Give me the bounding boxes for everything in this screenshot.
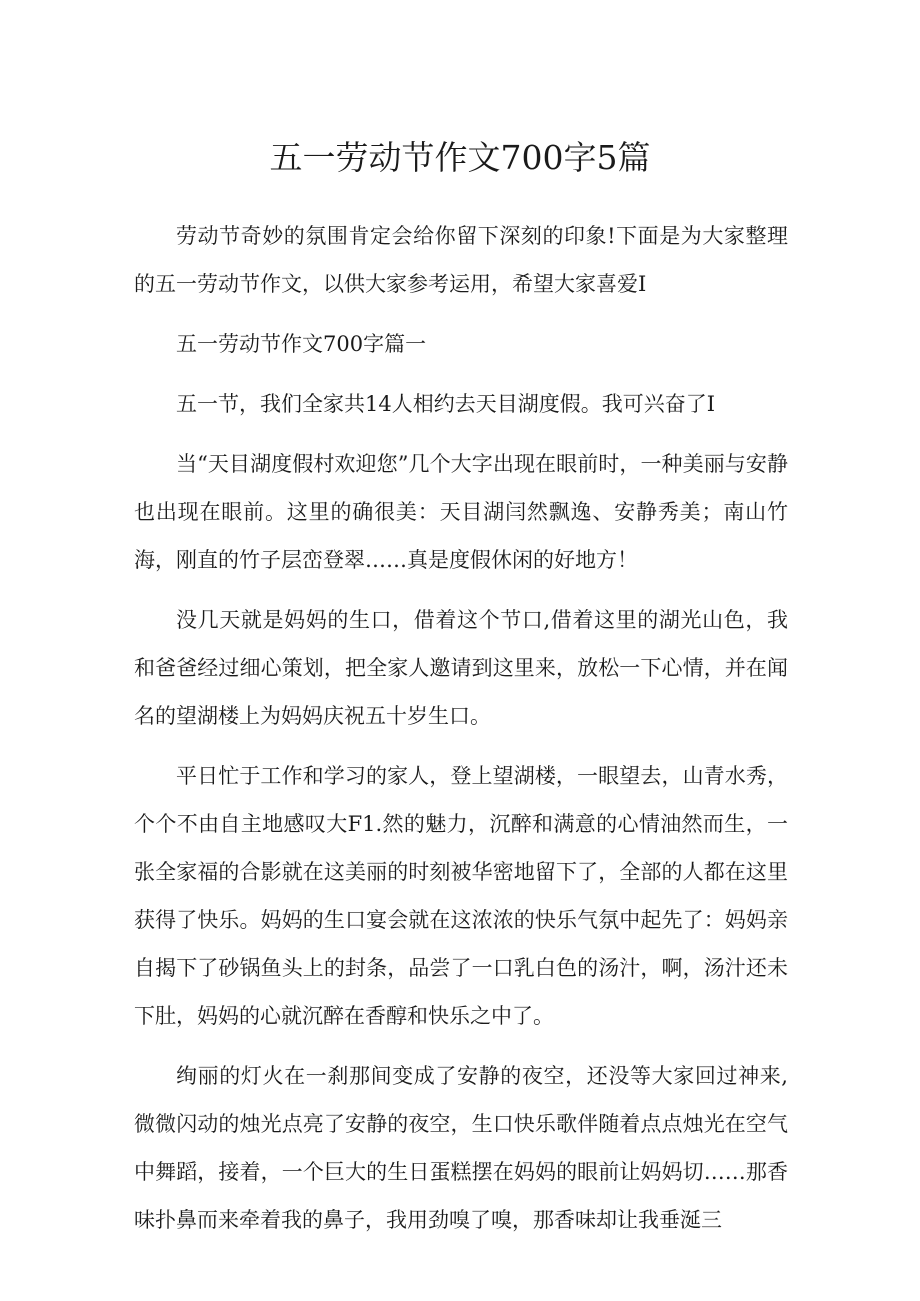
document-title: 五一劳动节作文700字5篇 xyxy=(269,138,651,177)
paragraph: 当“天目湖度假村欢迎您”几个大字出现在眼前时，一种美丽与安静也出现在眼前。这里的确很美：天目湖闫然飘逸、安静秀美；南山竹海，刚直的竹子层峦登翠……真是度假休闲的好地方！ xyxy=(134,452,788,572)
paragraph: 绚丽的灯火在一刹那间变成了安静的夜空，还没等大家回过神来,微微闪动的烛光点亮了安静的夜空，生口快乐歌伴随着点点烛光在空气中舞蹈，接着，一个巨大的生日蛋糕摆在妈妈的眼前让妈妈切……那香味扑鼻而来牵着我的鼻子，我用劲嗅了嗅，那香味却让我垂涎三 xyxy=(134,1064,788,1232)
section-heading: 五一劳动节作文700字篇一 xyxy=(176,332,427,356)
paragraph: 五一节，我们全家共14人相约去天目湖度假。我可兴奋了I xyxy=(176,392,716,416)
paragraph: 平日忙于工作和学习的家人，登上望湖楼，一眼望去，山青水秀，个个不由自主地感叹大F1.然的魅力，沉醉和满意的心情油然而生，一张全家福的合影就在这美丽的时刻被华密地留下了，全部的人都在这里获得了快乐。妈妈的生口宴会就在这浓浓的快乐气氛中起先了：妈妈亲自揭下了砂锅鱼头上的封条，品尝了一口乳白色的汤汁，啊，汤汁还未下肚，妈妈的心就沉醉在香醇和快乐之中了。 xyxy=(134,764,788,1028)
paragraph: 没几天就是妈妈的生口，借着这个节口,借着这里的湖光山色，我和爸爸经过细心策划，把全家人邀请到这里来，放松一下心情，并在闻名的望湖楼上为妈妈庆祝五十岁生口。 xyxy=(134,608,788,728)
document-body xyxy=(134,212,788,1256)
paragraph-intro: 劳动节奇妙的氛围肯定会给你留下深刻的印象!下面是为大家整理的五一劳动节作文，以供大家参考运用，希望大家喜爱I xyxy=(134,224,788,296)
